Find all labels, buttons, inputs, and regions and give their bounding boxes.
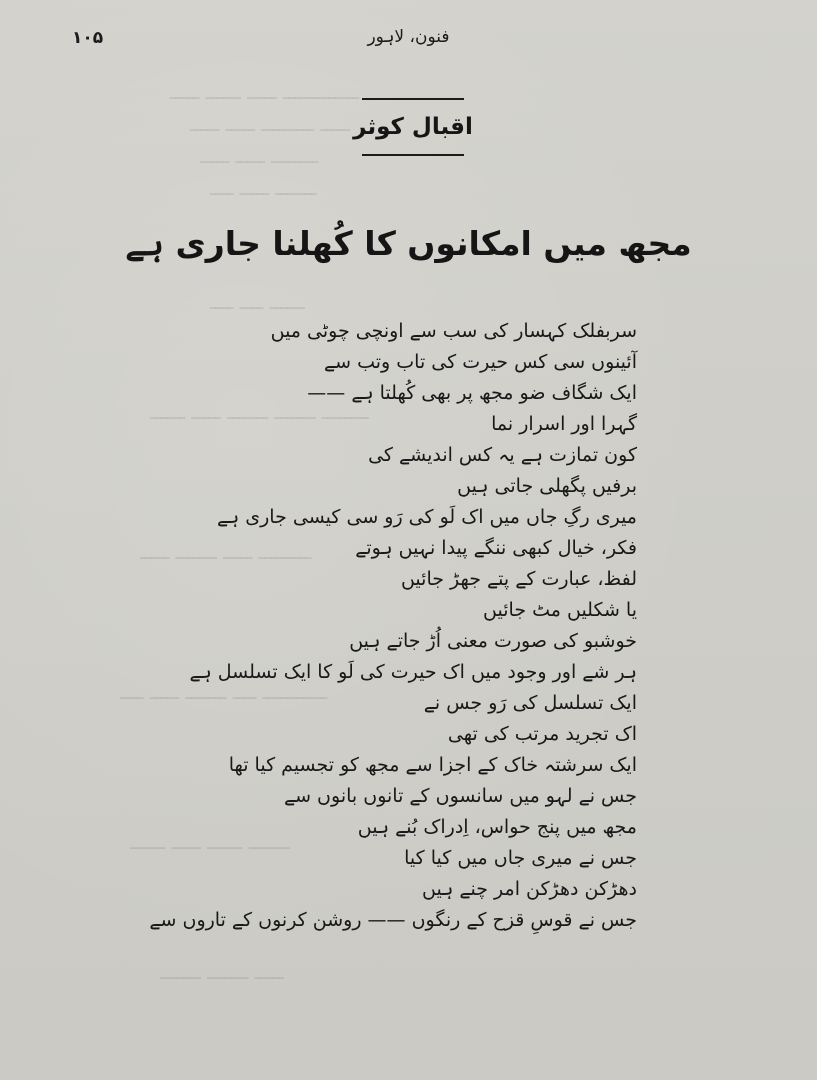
poem-line: ایک سرشتہ خاک کے اجزا سے مجھ کو تجسیم کیا تھا — [228, 754, 637, 776]
poem-line: خوشبو کی صورت معنی اُڑ جاتے ہیں — [349, 630, 637, 652]
show-through-texture: ـــــــــ ـــــ ـــــــ ـــــ — [140, 540, 312, 564]
show-through-texture: ـــــــ ـــــ ــــ — [210, 176, 317, 200]
show-through-texture: ـــــ ـــــــ ـــــــ — [160, 960, 285, 984]
show-through-texture: ــــــــ ـــــ ـــــ — [200, 144, 319, 168]
poem-line: جس نے لہو میں سانسوں کے تانوں بانوں سے — [283, 785, 637, 807]
show-through-texture: ـــــــــــ ــــ ـــــــ ـــــ ــــ — [120, 680, 328, 704]
show-through-texture: ــــــــ ـــــــ ـــــــ ـــــ ــــــ — [150, 400, 369, 424]
poem-line: اک تجرید مرتب کی تھی — [447, 723, 637, 745]
poem-line: یا شکلیں مٹ جائیں — [483, 599, 637, 621]
poem-title: مجھ میں امکانوں کا کُھلنا جاری ہے — [125, 224, 692, 263]
poem-line: ایک شگاف ضو مجھ پر بھی کُھلتا ہے —— — [307, 382, 637, 404]
show-through-texture: ــــــ ــــ ــــ — [210, 290, 305, 314]
show-through-texture: ـــــــ ــــــ ـــــ ــــــ — [130, 830, 290, 854]
poem-body — [117, 316, 637, 936]
show-through-texture: ـــــــــــــ ـــــ ــــــ ـــــ — [170, 80, 359, 104]
poem-line: آئینوں سی کس حیرت کی تاب وتب سے — [324, 351, 637, 373]
poem-line: مجھ میں پنج حواس، اِدراک بُنے ہیں — [357, 816, 637, 838]
poem-line: لفظ، عبارت کے پتے جھڑ جائیں — [400, 568, 637, 590]
poem-line: ایک تسلسل کی رَو جس نے — [423, 692, 637, 714]
page-number: ۱۰۵ — [72, 28, 104, 48]
poem-line: ہر شے اور وجود میں اک حیرت کی لَو کا ایک تسلسل ہے — [189, 661, 637, 683]
show-through-texture: ـــــ ـــــــــ ـــــ ـــــ — [190, 112, 350, 136]
poem-line: سربفلک کہسار کی سب سے اونچی چوٹی میں — [270, 320, 637, 342]
poem-line: جس نے قوسِ قزح کے رنگوں —— روشن کرنوں کے تاروں سے — [149, 909, 637, 931]
poem-line: کون تمازت ہے یہ کس اندیشے کی — [368, 444, 637, 466]
poem-line: جس نے میری جاں میں کیا کیا — [404, 847, 637, 869]
poem-line: فکر، خیال کبھی ننگے پیدا نہیں ہوتے — [355, 537, 637, 559]
poem-line: میری رگِ جاں میں اک لَو کی رَو سی کیسی جاری ہے — [216, 506, 637, 528]
poem-line: گہرا اور اسرار نما — [491, 413, 637, 435]
poem-line: برفیں پگھلی جاتی ہیں — [457, 475, 637, 497]
poem-line: دھڑکن دھڑکن امر چنے ہیں — [422, 878, 637, 900]
running-header: فنون، لاہور — [367, 27, 450, 47]
author-heading — [353, 98, 473, 156]
author-name: اقبال کوثر — [353, 114, 473, 140]
